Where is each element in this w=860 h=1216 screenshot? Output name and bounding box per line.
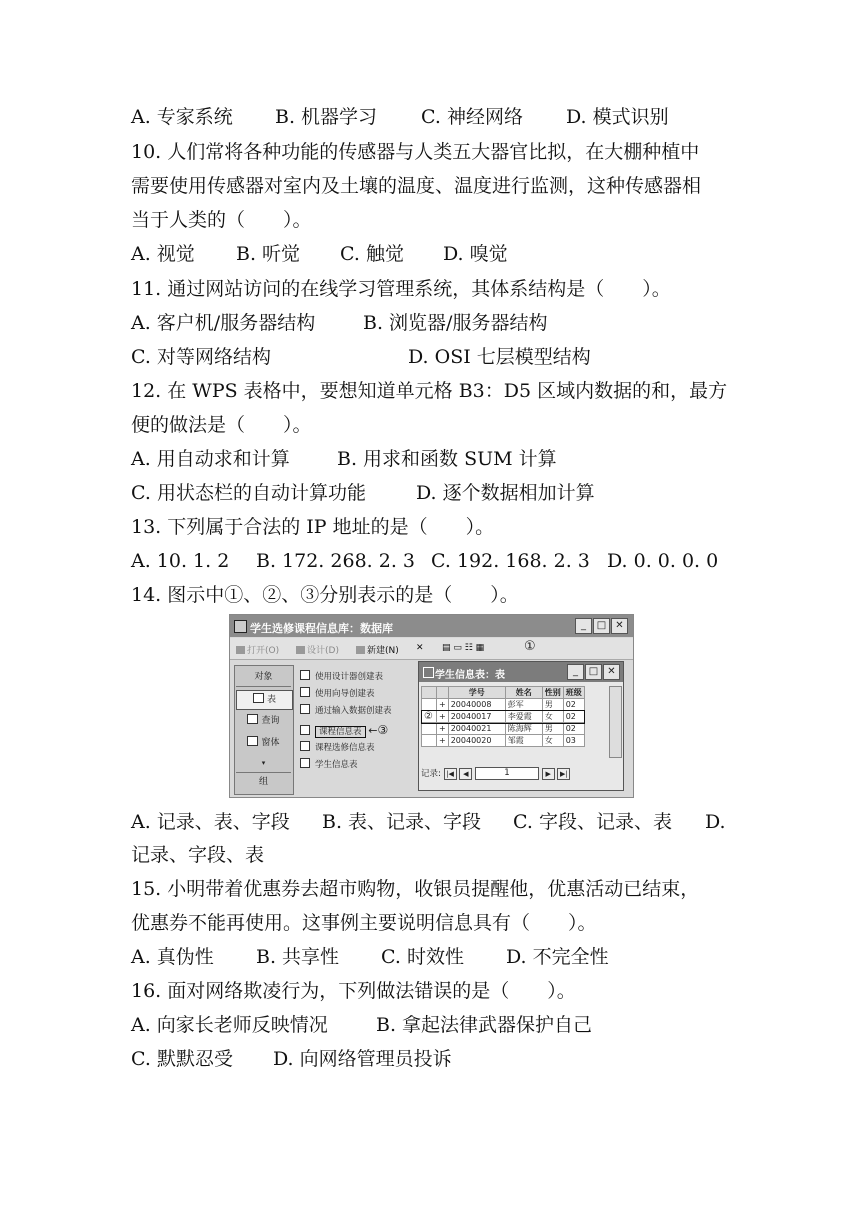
- q14-option-a: A. 记录、表、字段: [131, 811, 290, 833]
- q10-stem-line3: 当于人类的（ ）。: [131, 209, 312, 231]
- q13-option-b: B. 172. 268. 2. 3: [256, 550, 415, 572]
- prev-record-icon[interactable]: ◀: [459, 768, 472, 780]
- q15-option-a: A. 真伪性: [131, 946, 214, 968]
- sidebar-item-forms[interactable]: 窗体: [236, 734, 291, 752]
- table-icon: [300, 725, 310, 735]
- sidebar-item-queries[interactable]: 查询: [236, 712, 291, 730]
- list-item[interactable]: 学生信息表: [300, 758, 358, 773]
- q9-option-a: A. 专家系统: [131, 106, 233, 128]
- q12-option-a: A. 用自动求和计算: [131, 448, 290, 470]
- callout-1: ①: [524, 639, 536, 654]
- table-icon: [423, 667, 434, 678]
- q13-option-c: C. 192. 168. 2. 3: [431, 550, 590, 572]
- database-window-figure: [229, 614, 634, 798]
- q16-option-a: A. 向家长老师反映情况: [131, 1014, 328, 1036]
- delete-icon[interactable]: ✕: [416, 643, 424, 653]
- next-record-icon[interactable]: ▶: [542, 768, 555, 780]
- q12-stem-line2: 便的做法是（ ）。: [131, 414, 312, 436]
- q12-stem-line1: 12. 在 WPS 表格中，要想知道单元格 B3：D5 区域内数据的和，最方: [131, 380, 728, 402]
- q12-option-c: C. 用状态栏的自动计算功能: [131, 482, 366, 504]
- q15-stem-line1: 15. 小明带着优惠券去超市购物，收银员提醒他，优惠活动已结束，: [131, 878, 700, 900]
- window-titlebar: [230, 615, 633, 637]
- groups-label[interactable]: 组: [236, 772, 291, 791]
- sub-window-title: 学生信息表：表: [435, 670, 505, 681]
- list-item[interactable]: 使用设计器创建表: [300, 670, 383, 685]
- list-item[interactable]: 课程信息表 ←③: [300, 723, 388, 738]
- q14-option-c: C. 字段、记录、表: [513, 811, 672, 833]
- q10-option-d: D. 嗅觉: [443, 243, 508, 265]
- minimize-icon[interactable]: _: [575, 618, 592, 634]
- list-item[interactable]: 使用向导创建表: [300, 687, 375, 702]
- q14-option-d: D.: [705, 811, 726, 833]
- datasheet-grid: [421, 686, 585, 747]
- table-icon: [300, 758, 310, 768]
- sub-window-titlebar: [419, 662, 623, 682]
- toolbar: [230, 638, 633, 660]
- q10-option-b: B. 听觉: [236, 243, 301, 265]
- chevron-down-icon[interactable]: ▾: [261, 759, 266, 767]
- window-title: 学生选修课程信息库：数据库: [250, 622, 393, 635]
- q11-option-d: D. OSI 七层模型结构: [408, 346, 591, 368]
- q15-stem-line2: 优惠券不能再使用。这事例主要说明信息具有（ ）。: [131, 912, 597, 934]
- q11-stem: 11. 通过网站访问的在线学习管理系统，其体系结构是（ ）。: [131, 278, 671, 300]
- q14-option-d-continued: 记录、字段、表: [131, 844, 265, 866]
- form-icon: [247, 736, 258, 746]
- close-icon[interactable]: ✕: [603, 664, 620, 680]
- q12-option-b: B. 用求和函数 SUM 计算: [337, 448, 557, 470]
- callout-2: ②: [422, 711, 437, 723]
- q11-option-b: B. 浏览器/服务器结构: [363, 312, 548, 334]
- objects-sidebar: [234, 665, 294, 795]
- q9-option-b: B. 机器学习: [275, 106, 378, 128]
- q15-option-c: C. 时效性: [381, 946, 464, 968]
- q16-option-c: C. 默默忍受: [131, 1048, 233, 1070]
- open-button[interactable]: 打开(O): [236, 643, 279, 656]
- sidebar-item-tables[interactable]: 表: [236, 690, 293, 710]
- q10-option-c: C. 触觉: [340, 243, 404, 265]
- last-record-icon[interactable]: ▶|: [557, 768, 570, 780]
- query-icon: [247, 714, 258, 724]
- vertical-scrollbar[interactable]: [609, 686, 622, 758]
- objects-label: 对象: [236, 668, 291, 687]
- table-row[interactable]: ② + 20040017 李爱霞 女 02: [422, 711, 585, 723]
- header-row: [422, 687, 585, 699]
- minimize-icon[interactable]: _: [567, 664, 584, 680]
- database-icon: [234, 620, 247, 633]
- q16-option-b: B. 拿起法律武器保护自己: [376, 1014, 593, 1036]
- column-header[interactable]: 班级: [563, 687, 584, 699]
- q12-option-d: D. 逐个数据相加计算: [416, 482, 595, 504]
- new-button[interactable]: 新建(N): [356, 643, 399, 656]
- design-button[interactable]: 设计(D): [296, 643, 339, 656]
- q15-option-b: B. 共享性: [256, 946, 340, 968]
- record-nav-label: 记录:: [421, 769, 441, 779]
- column-header[interactable]: 性别: [542, 687, 563, 699]
- q16-option-d: D. 向网络管理员投诉: [273, 1048, 452, 1070]
- table-row[interactable]: + 20040020 邹霞 女 03: [422, 735, 585, 747]
- q9-option-c: C. 神经网络: [421, 106, 523, 128]
- q11-option-c: C. 对等网络结构: [131, 346, 271, 368]
- table-icon: [253, 693, 264, 703]
- column-header[interactable]: 学号: [448, 687, 505, 699]
- q13-stem: 13. 下列属于合法的 IP 地址的是（ ）。: [131, 516, 495, 538]
- q15-option-d: D. 不完全性: [506, 946, 609, 968]
- record-navigator: [421, 766, 619, 782]
- q11-option-a: A. 客户机/服务器结构: [131, 312, 316, 334]
- callout-3: ③: [377, 723, 389, 737]
- table-row[interactable]: + 20040021 陈海辉 男 02: [422, 723, 585, 735]
- q9-option-d: D. 模式识别: [566, 106, 669, 128]
- wizard-icon: [300, 670, 310, 680]
- record-number-field[interactable]: 1: [475, 767, 539, 780]
- q13-option-a: A. 10. 1. 2: [131, 550, 230, 572]
- maximize-icon[interactable]: □: [593, 618, 610, 634]
- close-icon[interactable]: ✕: [611, 618, 628, 634]
- first-record-icon[interactable]: |◀: [444, 768, 457, 780]
- q10-stem-line1: 10. 人们常将各种功能的传感器与人类五大器官比拟，在大棚种植中: [131, 141, 700, 163]
- q10-stem-line2: 需要使用传感器对室内及土壤的温度、温度进行监测，这种传感器相: [131, 175, 702, 197]
- table-icon: [300, 741, 310, 751]
- wizard-icon: [300, 704, 310, 714]
- q13-option-d: D. 0. 0. 0. 0: [607, 550, 719, 572]
- maximize-icon[interactable]: □: [585, 664, 602, 680]
- list-item[interactable]: 通过输入数据创建表: [300, 704, 392, 719]
- q14-stem: 14. 图示中①、②、③分别表示的是（ ）。: [131, 584, 519, 606]
- q10-option-a: A. 视觉: [131, 243, 195, 265]
- view-icons[interactable]: ▤ ▭ ☷ ▦: [442, 643, 485, 653]
- wizard-icon: [300, 687, 310, 697]
- q14-option-b: B. 表、记录、字段: [322, 811, 482, 833]
- list-item[interactable]: 课程选修信息表: [300, 741, 375, 756]
- table-row[interactable]: + 20040008 彭军 男 02: [422, 699, 585, 711]
- column-header[interactable]: 姓名: [505, 687, 542, 699]
- q16-stem: 16. 面对网络欺凌行为，下列做法错误的是（ ）。: [131, 980, 576, 1002]
- table-datasheet-window: [418, 661, 624, 791]
